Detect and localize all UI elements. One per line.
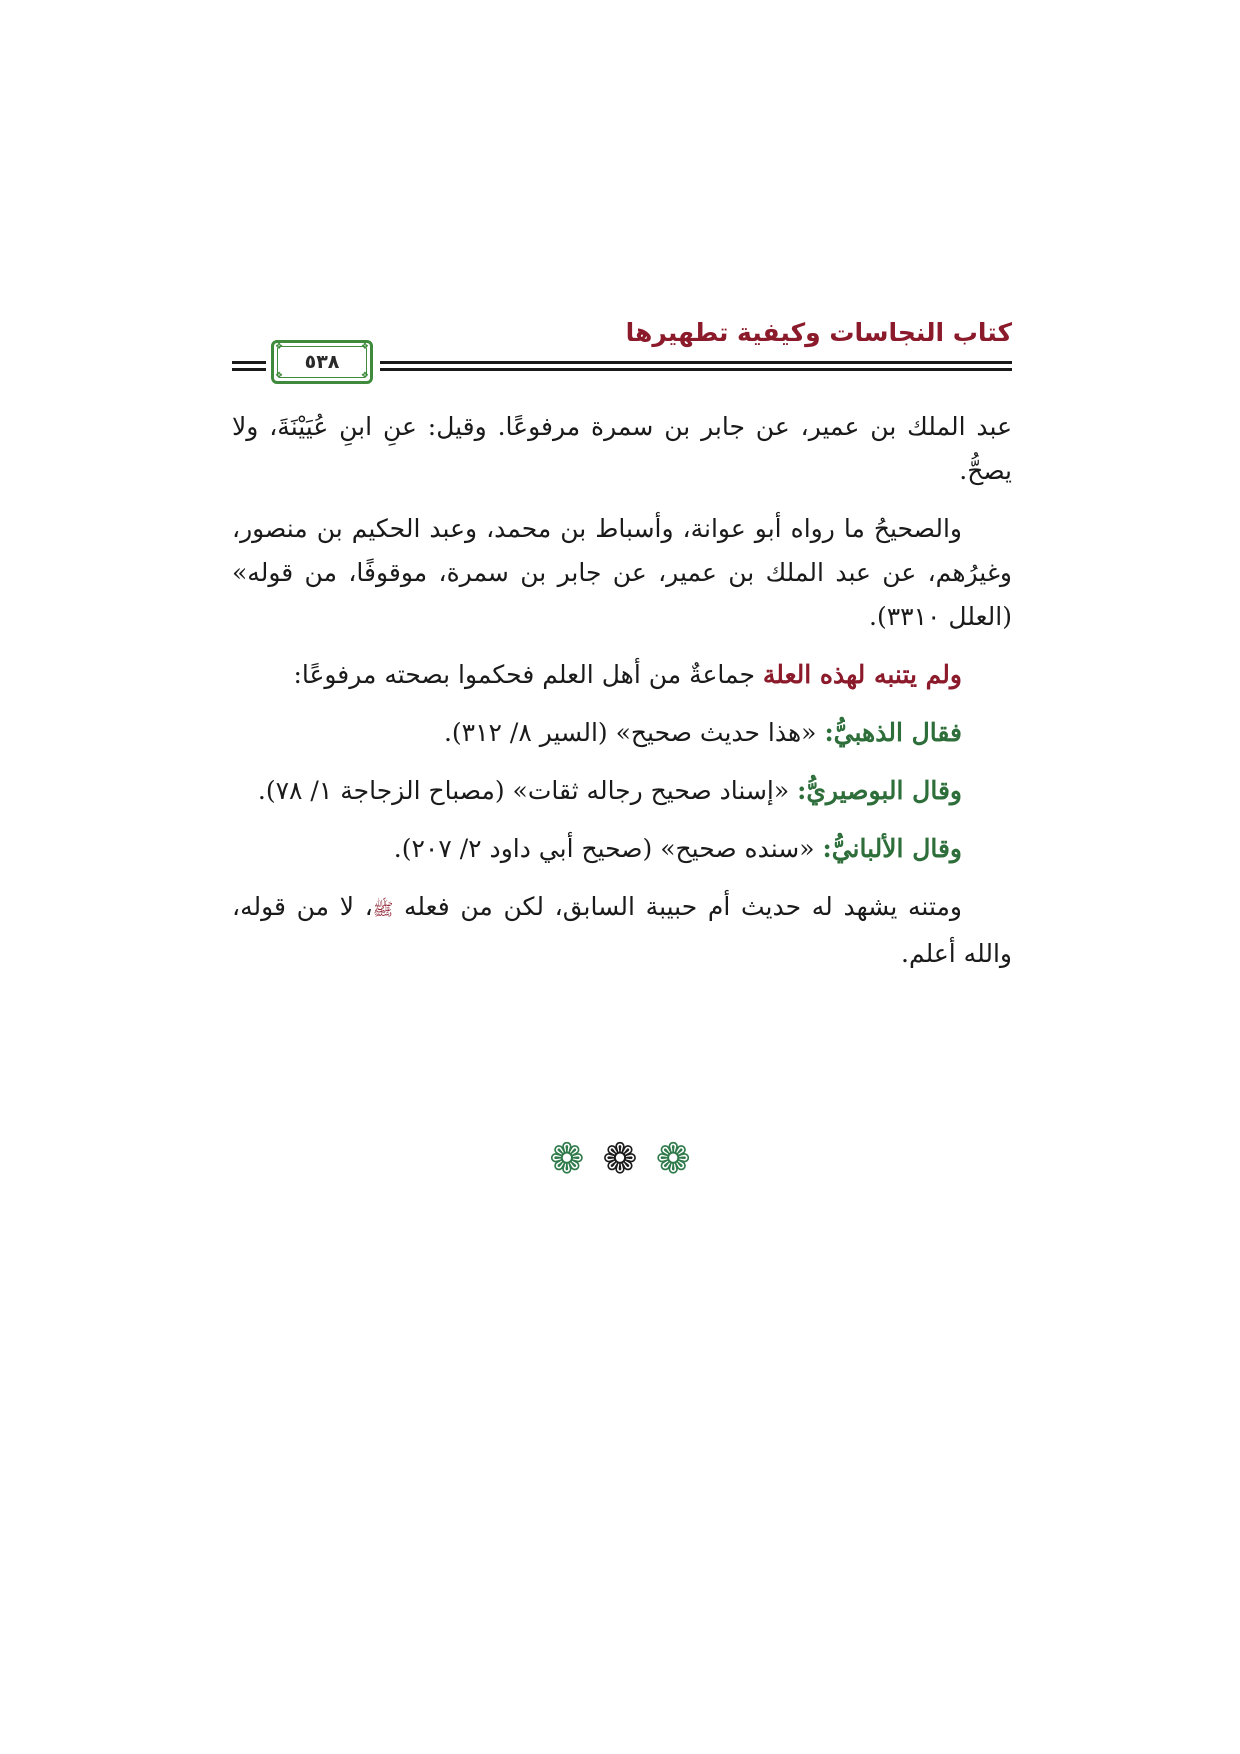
paragraph-7 [232,885,1012,976]
corner-ornament-icon: ❖ [360,371,369,381]
quote-text: «سنده صحيح» (صحيح أبي داود ٢/ ٢٠٧). [393,834,815,863]
flower-icon: ❁ [602,1134,638,1183]
flower-icon: ❁ [655,1134,691,1183]
header-rule-top [380,361,1012,364]
book-title: كتاب النجاسات وكيفية تطهيرها [625,318,1012,347]
paragraph-2: والصحيحُ ما رواه أبو عوانة، وأسباط بن محمد، وعبد الحكيم بن منصور، وغيرُهم، عن عبد الملك بن عمير، عن جابر بن سمرة، موقوفًا، من قوله» (العلل ٣٣١٠). [232,514,1012,631]
header-rule-bottom [380,368,1012,371]
section-end-ornaments [0,1134,1240,1183]
paragraph-3 [232,653,1012,697]
quote-dhahabi [232,711,1012,755]
corner-ornament-icon: ❖ [360,342,369,352]
quote-text: «هذا حديث صحيح» (السير ٨/ ٣١٢). [443,718,817,747]
header-rule-left-bottom [232,368,266,371]
flower-icon: ❁ [549,1134,585,1183]
page-number-badge [271,340,373,384]
corner-ornament-icon: ❖ [275,371,284,381]
corner-ornament-icon: ❖ [275,342,284,352]
page-number: ٥٣٨ [304,351,340,373]
speaker-label: فقال الذهبيُّ: [824,718,962,747]
paragraph-3-text: جماعةٌ من أهل العلم فحكموا بصحته مرفوعًا: [293,660,755,689]
speaker-label: وقال البوصيريُّ: [797,776,962,805]
quote-busiri [232,769,1012,813]
page-header [232,318,1012,384]
speaker-label: وقال الألبانيُّ: [822,834,962,863]
highlighted-phrase: ولم يتنبه لهذه العلة [762,660,962,689]
paragraph-7-text: ومتنه يشهد له حديث أم حبيبة السابق، لكن من فعله [404,892,962,921]
quote-albani [232,827,1012,871]
paragraph-7-text-end: ، لا من قوله، والله أعلم. [232,892,1012,968]
salla-ligature: ﷺ [372,900,394,920]
header-rule-left-top [232,361,266,364]
page-body [232,405,1012,990]
paragraph-1: عبد الملك بن عمير، عن جابر بن سمرة مرفوعًا. وقيل: عنِ ابنِ عُيَيْنَةَ، ولا يصحُّ. [232,412,1012,485]
quote-text: «إسناد صحيح رجاله ثقات» (مصباح الزجاجة ١/ ٧٨). [257,776,790,805]
